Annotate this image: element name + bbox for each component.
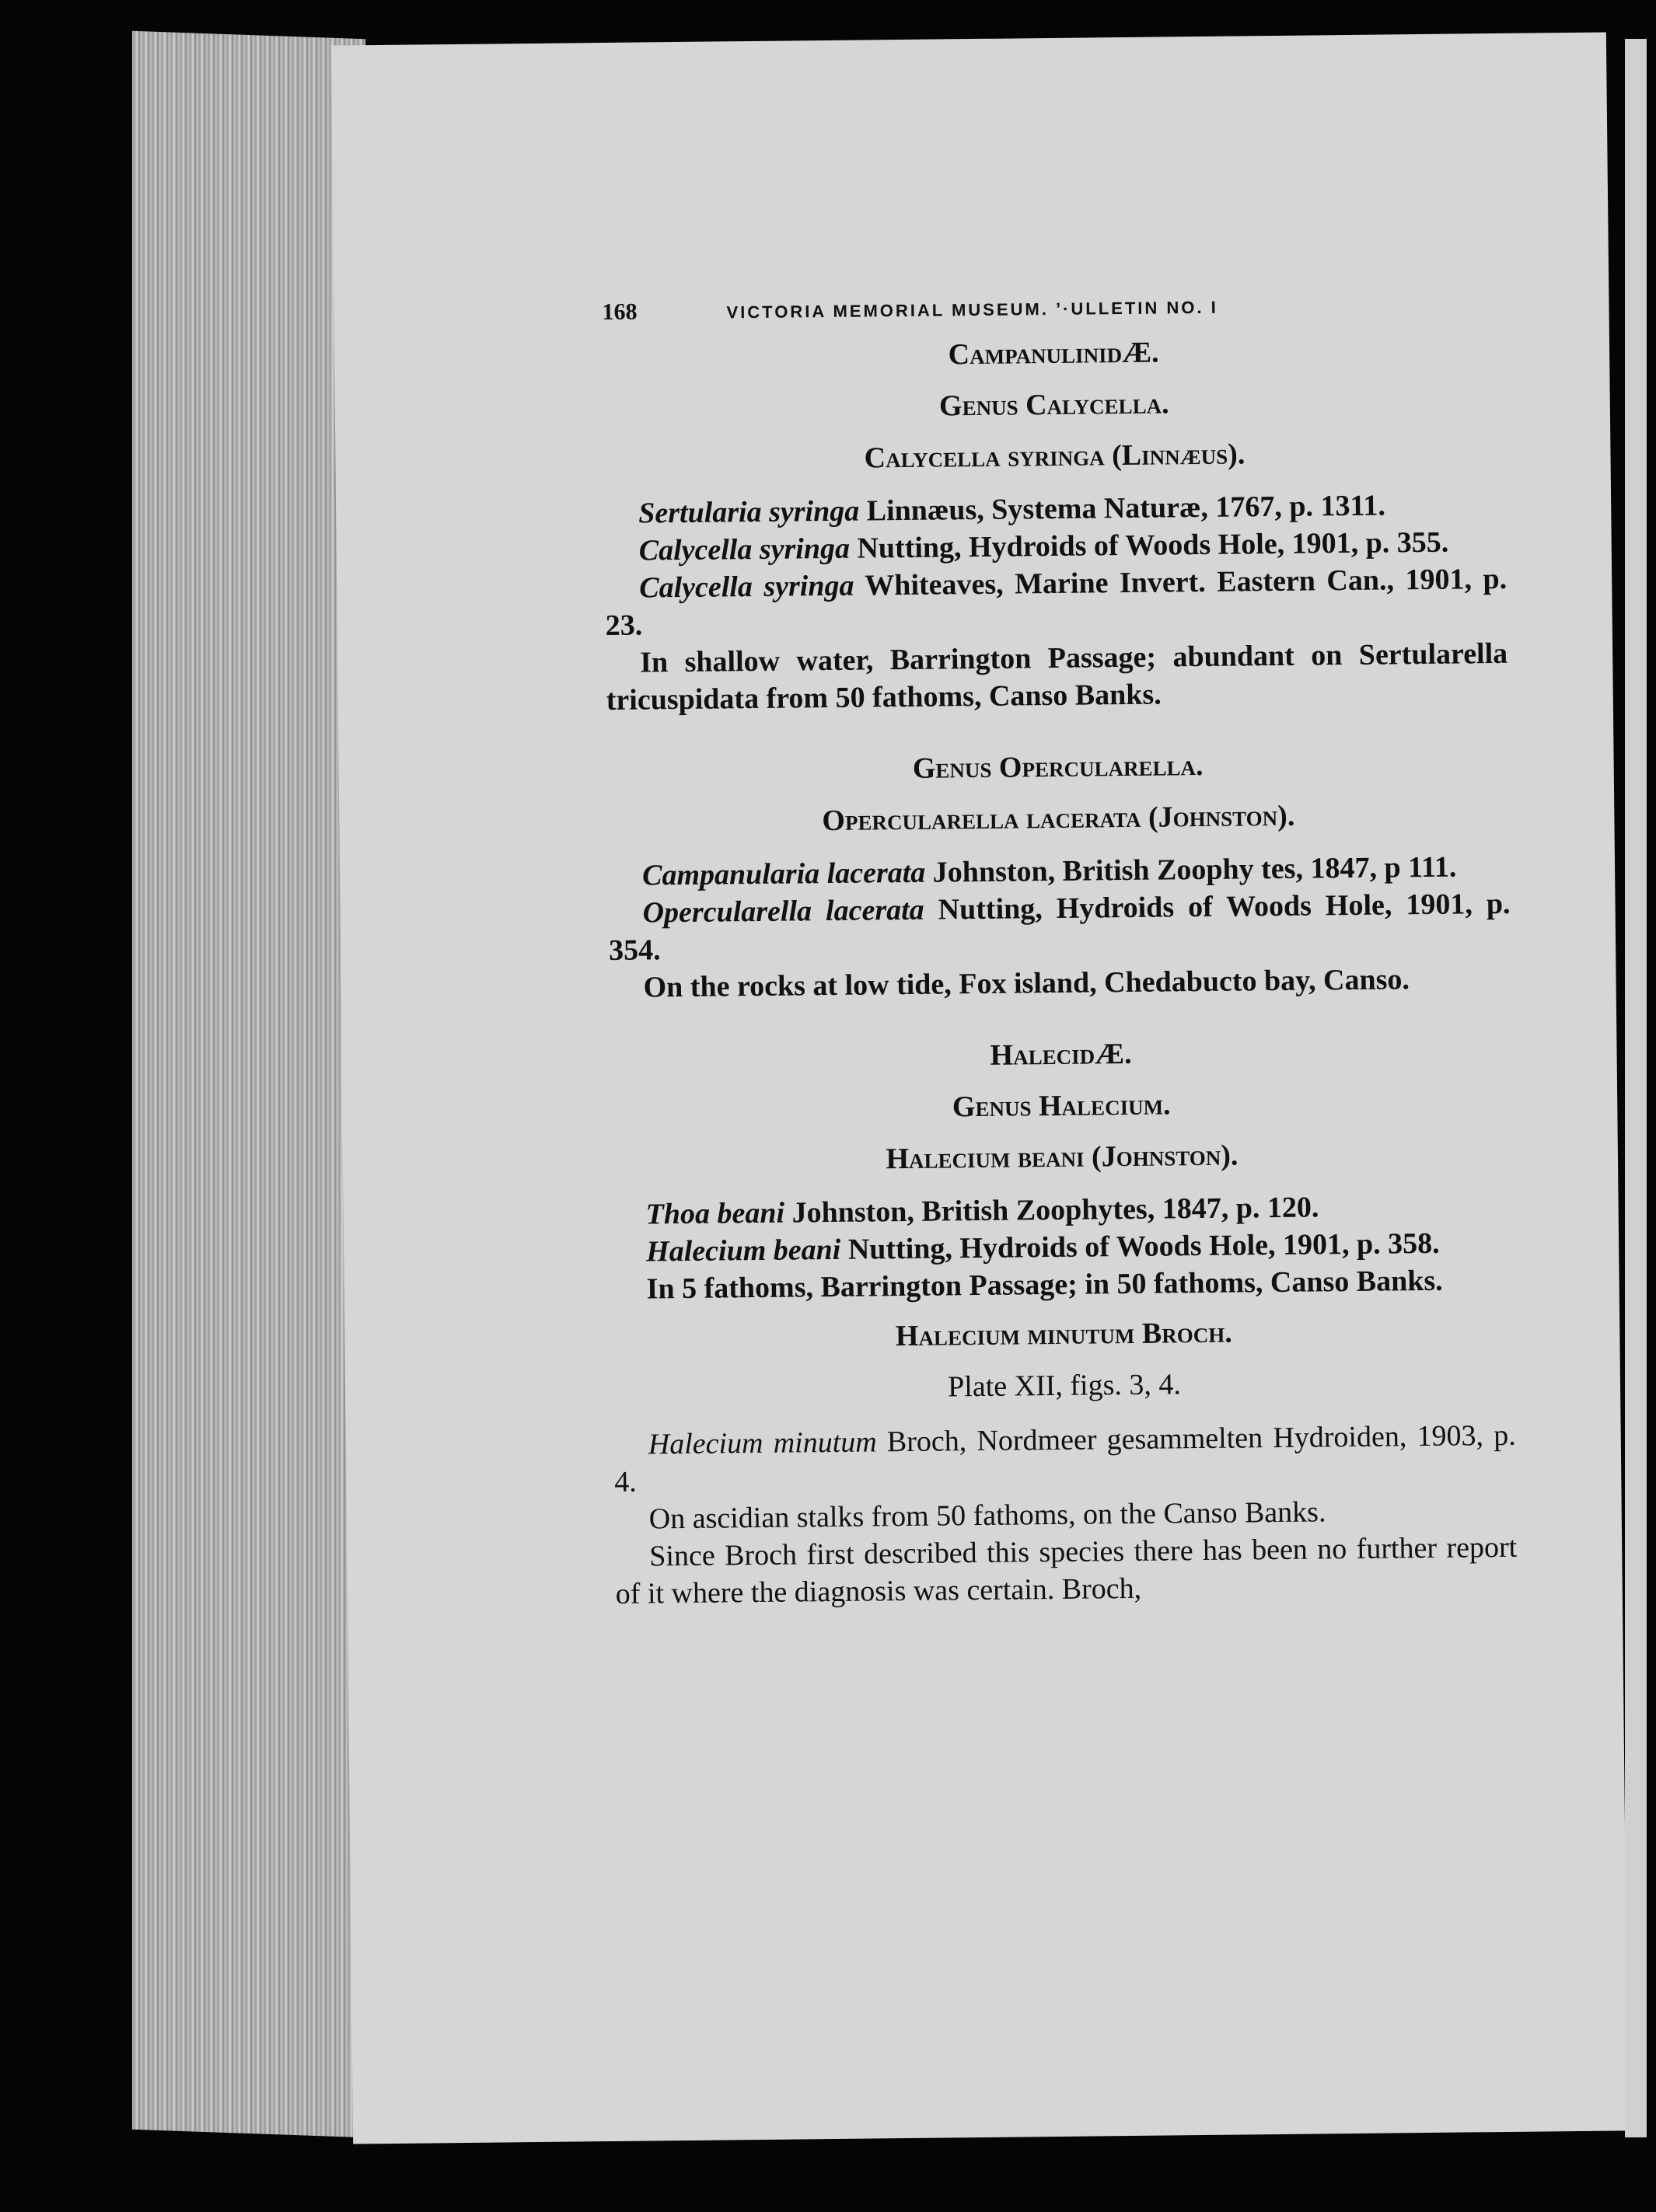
species-name: Sertularia syringa [638,494,860,530]
citation-text: Johnston, British Zoophy tes, 1847, p 111. [925,850,1457,889]
citation [605,560,1508,644]
species-name: Halecium minutum [648,1425,877,1461]
locality-text: On the rocks at low tide, Fox island, Chedabucto bay, Canso. [643,963,1410,1004]
citation-text: Nutting, Hydroids of Woods Hole, 1901, p. 355. [849,525,1449,565]
species-heading: Halecium minutum Broch. [895,1316,1232,1353]
species-name: Calycella syringa [639,569,854,605]
species-name: Thoa beani [645,1196,785,1231]
locality-text: On ascidian stalks from 50 fathoms, on the Canso Banks. [648,1495,1326,1536]
plate-reference: Plate XII, figs. 3, 4. [947,1368,1182,1404]
page-edges [132,31,365,2137]
citation-text: Nutting, Hydroids of Woods Hole, 1901, p. 354. [608,887,1511,967]
species-name: Halecium beani [645,1233,841,1268]
body-paragraph [615,1529,1518,1613]
citation-text: Johnston, British Zoophytes, 1847, p. 120. [784,1191,1319,1230]
body-text: Since Broch first described this species there has been no further report of it where the diagnosis was certain. Broch, [615,1530,1518,1610]
species-heading: Halecium beani (Johnston). [886,1139,1239,1176]
locality-text: In shallow water, Barrington Passage; abundant on Sertularella tricuspidata from 50 fathoms, Canso Banks. [606,637,1508,717]
running-head: VICTORIA MEMORIAL MUSEUM. ’·ULLETIN NO. I [726,297,1218,323]
family-heading: HalecidÆ. [990,1037,1132,1072]
citation-text: Linnæus, Systema Naturæ, 1767, p. 1311. [859,489,1386,528]
genus-heading: Genus Opercularella. [912,748,1204,785]
species-name: Opercularella lacerata [642,893,924,930]
page-content [602,290,1518,1613]
citation-text: Nutting, Hydroids of Woods Hole, 1901, p. 358. [840,1226,1440,1266]
page-header [602,290,1504,326]
locality-text: In 5 fathoms, Barrington Passage; in 50 fathoms, Canso Banks. [646,1264,1443,1306]
family-heading: CampanulinidÆ. [948,336,1159,372]
citation [608,885,1511,969]
locality-note [606,635,1508,719]
book-page [331,32,1628,2144]
genus-heading: Genus Halecium. [952,1088,1171,1124]
species-heading: Opercularella lacerata (Johnston). [822,799,1295,838]
genus-heading: Genus Calycella. [938,387,1169,423]
binding-rail [1625,39,1647,2137]
citation [614,1417,1517,1501]
citation-text: Whiteaves, Marine Invert. Eastern Can., 1901, p. 23. [605,562,1508,643]
species-name: Campanularia lacerata [641,856,926,892]
species-name: Calycella syringa [638,532,851,567]
page-number: 168 [602,298,638,326]
species-heading: Calycella syringa (Linnæus). [864,438,1245,475]
citation-text: Broch, Nordmeer gesammelten Hydroiden, 1903, p. 4. [614,1418,1516,1499]
